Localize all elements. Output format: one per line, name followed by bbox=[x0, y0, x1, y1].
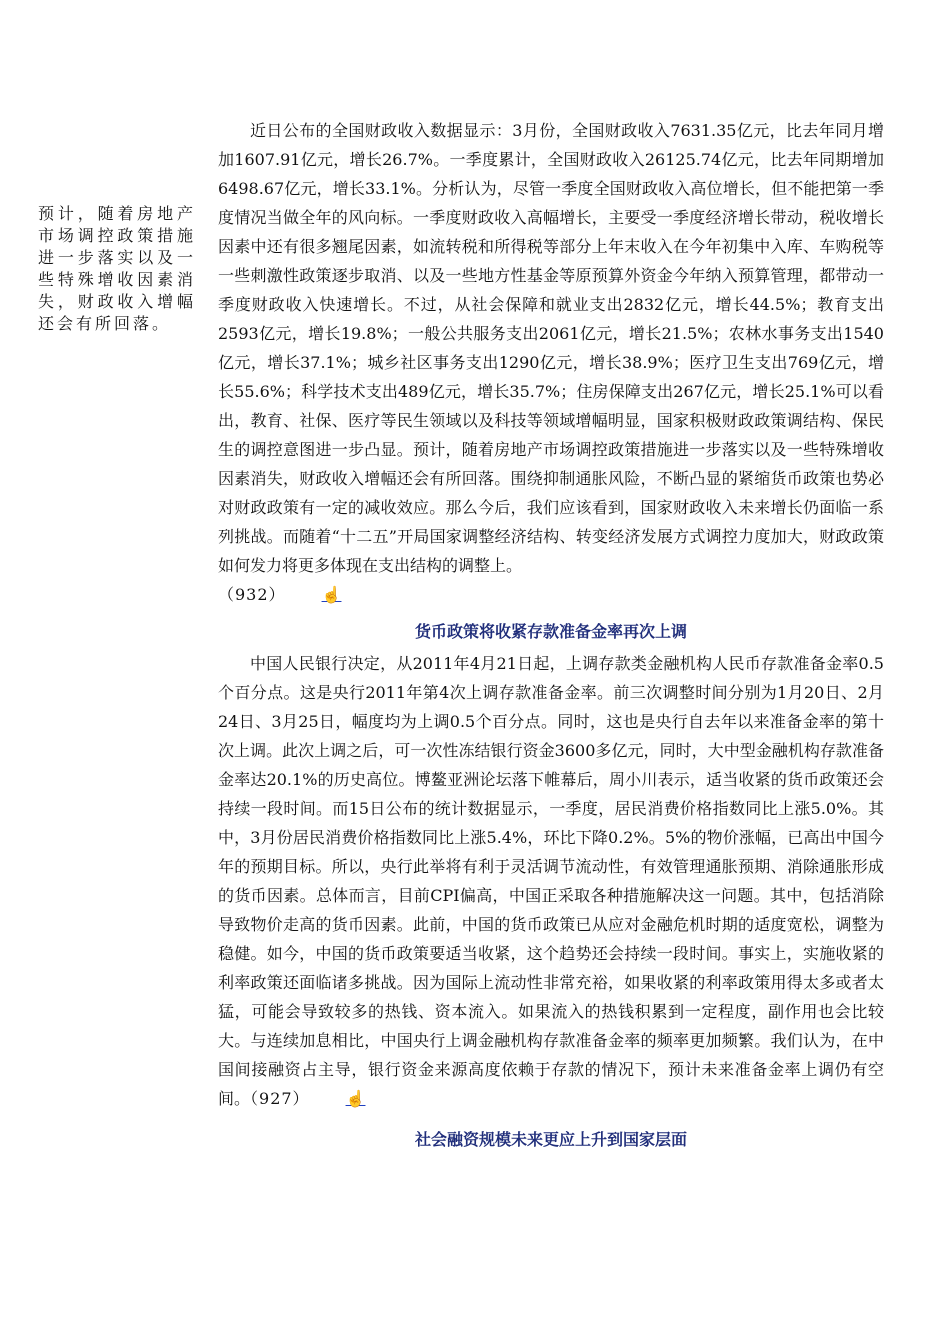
section-heading-monetary-policy: 货币政策将收紧存款准备金率再次上调 bbox=[414, 622, 687, 641]
article-code: （932） bbox=[218, 585, 286, 604]
sidebar-pull-quote: 预计，随着房地产市场调控政策措施进一步落实以及一些特殊增收因素消失，财政收入增幅还会有所回落。 bbox=[38, 204, 196, 333]
article-code: （927） bbox=[250, 1089, 310, 1108]
article-reserve-ratio-text: 中国人民银行决定，从2011年4月21日起，上调存款类金融机构人民币存款准备金率0.5个百分点。这是央行2011年第4次上调存款准备金率。前三次调整时间分别为1月20日、2月24日、3月25日，幅度均为上调0.5个百分点。同时，这也是央行自去年以来准备金率的第十次上调。此次上调之后，可一次性冻结银行资金3600多亿元，同时，大中型金融机构存款准备金率达20.1%的历史高位。博鳌亚洲论坛落下帷幕后，周小川表示，适当收紧的货币政策还会持续一段时间。而15日公布的统计数据显示，一季度，居民消费价格指数同比上涨5.0%。其中，3月份居民消费价格指数同比上涨5.4%，环比下降0.2%。5%的物价涨幅，已高出中国今年的预期目标。所以，央行此举将有利于灵活调节流动性，有效管理通胀预期、消除通胀形成的货币因素。总体而言，目前CPI偏高，中国正采取各种措施解决这一问题。其中，包括消除导致物价走高的货币因素。此前，中国的货币政策已从应对金融危机时期的适度宽松，调整为稳健。如今，中国的货币政策要适当收紧，这个趋势还会持续一段时间。事实上，实施收紧的利率政策还面临诸多挑战。因为国际上流动性非常充裕，如果收紧的利率政策用得太多或者太猛，可能会导致较多的热钱、资本流入。如果流入的热钱积累到一定程度，副作用也会比较大。与连续加息相比，中国央行上调金融机构存款准备金率的频率更加频繁。我们认为，在中国间接融资占主导，银行资金来源高度依赖于存款的情况下，预计未来准备金率上调仍有空间。 bbox=[218, 654, 884, 1108]
article-fiscal-revenue-paragraph bbox=[218, 116, 884, 609]
pointing-hand-icon[interactable]: ☝ bbox=[345, 1089, 366, 1108]
article-reserve-ratio-paragraph bbox=[218, 649, 884, 1113]
main-content bbox=[218, 116, 884, 1157]
article-fiscal-revenue-text: 近日公布的全国财政收入数据显示：3月份，全国财政收入7631.35亿元，比去年同月增加1607.91亿元，增长26.7%。一季度累计，全国财政收入26125.74亿元，比去年同期增加6498.67亿元，增长33.1%。分析认为，尽管一季度全国财政收入高位增长，但不能把第一季度情况当做全年的风向标。一季度财政收入高幅增长，主要受一季度经济增长带动，税收增长因素中还有很多翘尾因素，如流转税和所得税等部分上年末收入在今年初集中入库、车购税等一些刺激性政策逐步取消、以及一些地方性基金等原预算外资金今年纳入预算管理，都带动一季度财政收入快速增长。不过，从社会保障和就业支出2832亿元，增长44.5%；教育支出2593亿元，增长19.8%；一般公共服务支出2061亿元，增长21.5%；农林水事务支出1540亿元，增长37.1%；城乡社区事务支出1290亿元，增长38.9%；医疗卫生支出769亿元，增长55.6%；科学技术支出489亿元，增长35.7%；住房保障支出267亿元，增长25.1%可以看出，教育、社保、医疗等民生领域以及科技等领域增幅明显，国家积极财政政策调结构、保民生的调控意图进一步凸显。预计，随着房地产市场调控政策措施进一步落实以及一些特殊增收因素消失，财政收入增幅还会有所回落。围绕抑制通胀风险，不断凸显的紧缩货币政策也势必对财政政策有一定的减收效应。那么今后，我们应该看到，国家财政收入未来增长仍面临一系列挑战。而随着“十二五”开局国家调整经济结构、转变经济发展方式调控力度加大，财政政策如何发力将更多体现在支出结构的调整上。 bbox=[218, 121, 884, 575]
pointing-hand-icon[interactable]: ☝ bbox=[321, 585, 342, 604]
section-heading-social-financing: 社会融资规模未来更应上升到国家层面 bbox=[414, 1130, 687, 1149]
